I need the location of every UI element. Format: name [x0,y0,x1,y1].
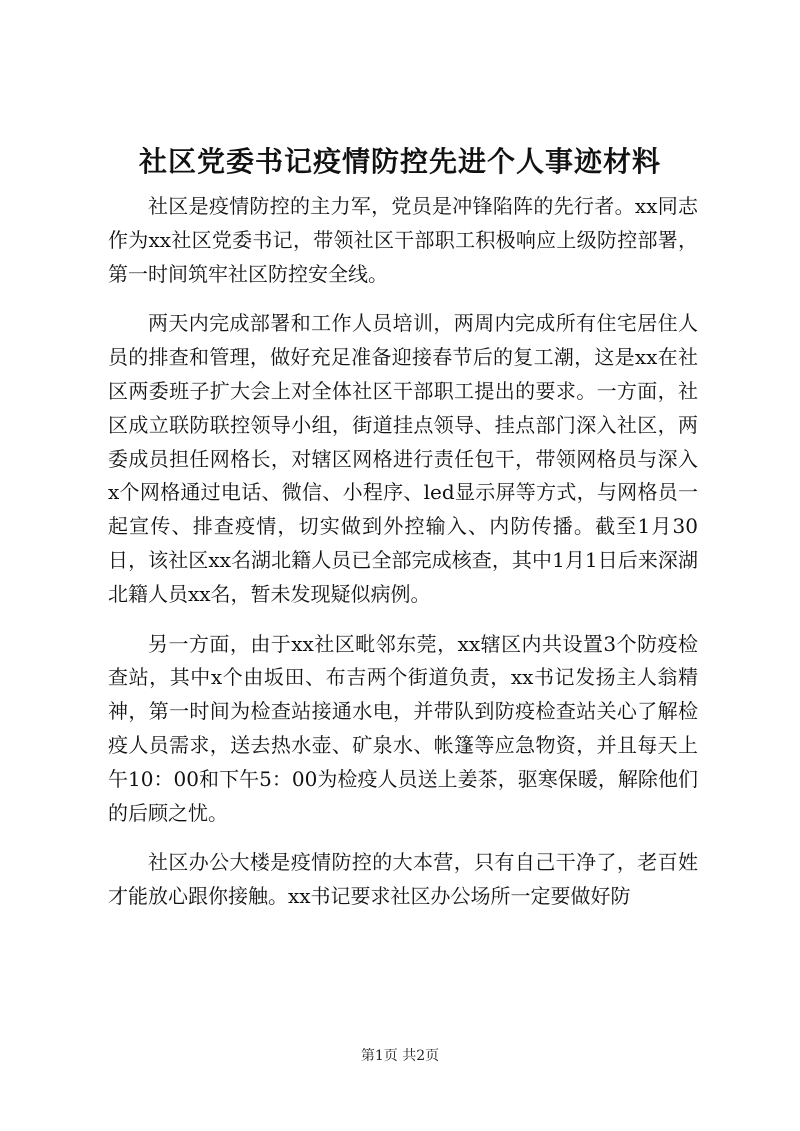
paragraph-3: 另一方面，由于xx社区毗邻东莞，xx辖区内共设置3个防疫检查站，其中x个由坂田、布吉两个街道负责，xx书记发扬主人翁精神，第一时间为检查站接通水电，并带队到防疫检查站关心了解检疫人员需求，送去热水壶、矿泉水、帐篷等应急物资，并且每天上午10：00和下午5：00为检疫人员送上姜茶，驱寒保暖，解除他们的后顾之忧。 [108,631,698,825]
paragraph-4: 社区办公大楼是疫情防控的大本营，只有自己干净了，老百姓才能放心跟你接触。xx书记要求社区办公场所一定要做好防 [108,850,698,909]
document-title: 社区党委书记疫情防控先进个人事迹材料 [138,145,661,178]
page-number-footer: 第1页 共2页 [360,1048,440,1064]
paragraph-1: 社区是疫情防控的主力军，党员是冲锋陷阵的先行者。xx同志作为xx社区党委书记，带领社区干部职工积极响应上级防控部署，第一时间筑牢社区防控安全线。 [108,194,698,286]
document-body [108,190,698,914]
paragraph-2: 两天内完成部署和工作人员培训，两周内完成所有住宅居住人员的排查和管理，做好充足准备迎接春节后的复工潮，这是xx在社区两委班子扩大会上对全体社区干部职工提出的要求。一方面，社区成立联防联控领导小组，街道挂点领导、挂点部门深入社区，两委成员担任网格长，对辖区网格进行责任包干，带领网格员与深入x个网格通过电话、微信、小程序、led显示屏等方式，与网格员一起宣传、排查疫情，切实做到外控输入、内防传播。截至1月30日，该社区xx名湖北籍人员已全部完成核查，其中1月1日后来深湖北籍人员xx名，暂未发现疑似病例。 [108,311,698,606]
